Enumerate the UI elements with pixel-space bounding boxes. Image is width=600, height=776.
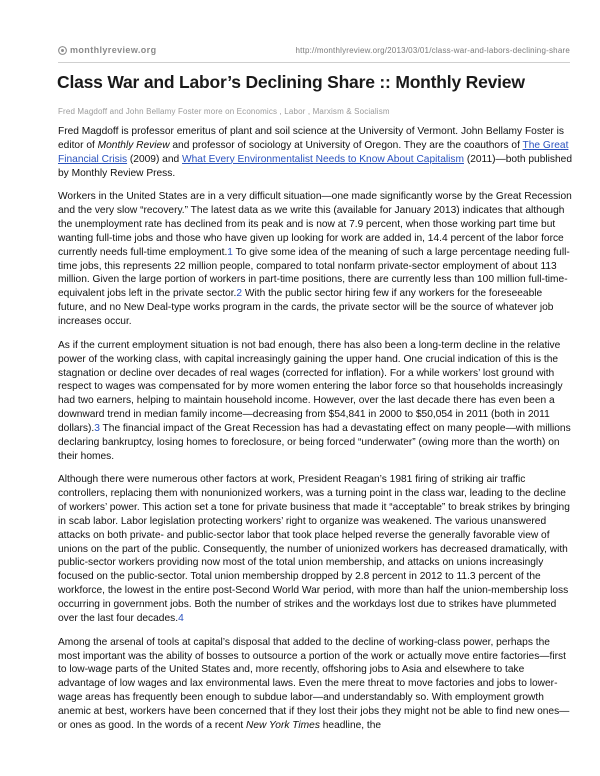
footnote-link-2[interactable]: 2 xyxy=(236,288,243,300)
footnote-link-4[interactable]: 4 xyxy=(178,612,184,624)
globe-icon xyxy=(58,46,67,55)
book-link-environmentalist[interactable]: What Every Environmentalist Needs to Know About Capitalism xyxy=(182,153,464,165)
site-brand[interactable] xyxy=(58,45,156,55)
footnote-link-3[interactable]: 3 xyxy=(94,422,100,434)
article-body xyxy=(58,125,572,743)
book-link-great-financial-crisis[interactable]: The Great Financial Crisis xyxy=(58,139,569,165)
page-url[interactable]: http://monthlyreview.org/2013/03/01/class-war-and-labors-declining-share xyxy=(295,45,570,55)
article-title: Class War and Labor’s Declining Share :: Monthly Review xyxy=(57,72,525,92)
site-name: monthlyreview.org xyxy=(70,45,157,55)
author-bio-paragraph: Fred Magdoff is professor emeritus of plant and soil science at the University of Vermont. John Bellamy Foster is editor of Monthly Review and professor of sociology at University of Oregon. They are the coauthors of The Great Financial Crisis (2009) and What Every Environmentalist Needs to Know About Capitalism (2011)—both published by Monthly Review Press. xyxy=(58,126,572,179)
newspaper-title: New York Times xyxy=(246,719,320,731)
body-paragraph: Among the arsenal of tools at capital’s disposal that added to the decline of working-class power, perhaps the most important was the ability of bosses to outsource a portion of the work or actually move entire factories—first to low-wage parts of the United States and, more recently, offshoring jobs to Asia and elsewhere to take advantage of low wages and lax environmental laws. Even the mere threat to move factories and jobs to lower-wage areas has frequently been enough to subdue labor—and understandably so. With employment growth anemic at best, workers have been concerned that if they lost their jobs they might not be able to find new ones—or ones as good. In the words of a recent New York Times headline, the xyxy=(58,636,570,731)
header-divider xyxy=(58,62,570,63)
body-paragraph: As if the current employment situation is not bad enough, there has also been a long-term decline in the relative power of the working class, with capital increasingly gaining the upper hand. One crucial indication of this is the stagnation or decline over decades of real wages (corrected for inflation). For a while workers’ lost ground with respect to wages was compensated for by more women entering the labor force so that households increasingly had two earners, helping to maintain household income. However, over the last decade there has even been a downward trend in median family income—decreasing from $54,841 in 2000 to $50,054 in 2011 (both in 2011 dollars).3 The financial impact of the Great Recession has had a devastating effect on many people—with millions declaring bankruptcy, losing homes to foreclosure, or being forced “underwater” (owing more than the worth) on their homes. xyxy=(58,339,571,462)
page-header xyxy=(58,42,570,58)
journal-title: Monthly Review xyxy=(97,139,170,151)
footnote-link-1[interactable]: 1 xyxy=(227,246,233,258)
body-paragraph: Workers in the United States are in a very difficult situation—one made significantly worse by the Great Recession and the very slow “recovery.” The latest data as we write this (available for January 2013) indicates that although the unemployment rate has declined from its peak and is now at 7.9 percent, when those working part time but wanting full-time jobs and those who have given up looking for work are added in, 14.4 percent of the labor force currently needs full-time employment.1 To give some idea of the meaning of such a large percentage needing full-time jobs, this represents 22 million people, compared to total nonfarm private-sector employment of about 113 million. Given the large portion of workers in part-time positions, there are currently less than 100 million full-time-equivalent jobs left in the private sector.2 With the public sector hiring few if any workers for the foreseeable future, and no New Deal-type works program in the cards, the private sector will be the source of whatever job increases occur. xyxy=(58,191,572,327)
article-byline: Fred Magdoff and John Bellamy Foster more on Economics , Labor , Marxism & Socialism xyxy=(58,107,390,116)
body-paragraph: Although there were numerous other factors at work, President Reagan’s 1981 firing of striking air traffic controllers, replacing them with nonunionized workers, was a turning point in the class war, leading to the decline of workers’ power. This action set a tone for private business that made it “acceptable” to break strikes by bringing in scab labor. Labor legislation protecting workers’ right to organize was weakened. The various unanswered attacks on both private- and public-sector labor that took place helped reverse the generally favorable view of unions on the part of the public. Consequently, the number of unionized workers has decreased dramatically, with public-sector workers providing now most of the total union membership, and attacks on unions increasingly focused on the public-sector. Total union membership dropped by 2.8 percent in 2012 to 11.3 percent of the workforce, the lowest in the entire post-Second World War period, with more than half the union-membership loss occurring in government jobs. Both the number of strikes and the workdays lost due to strikes have plummeted over the last four decades.4 xyxy=(58,474,570,624)
